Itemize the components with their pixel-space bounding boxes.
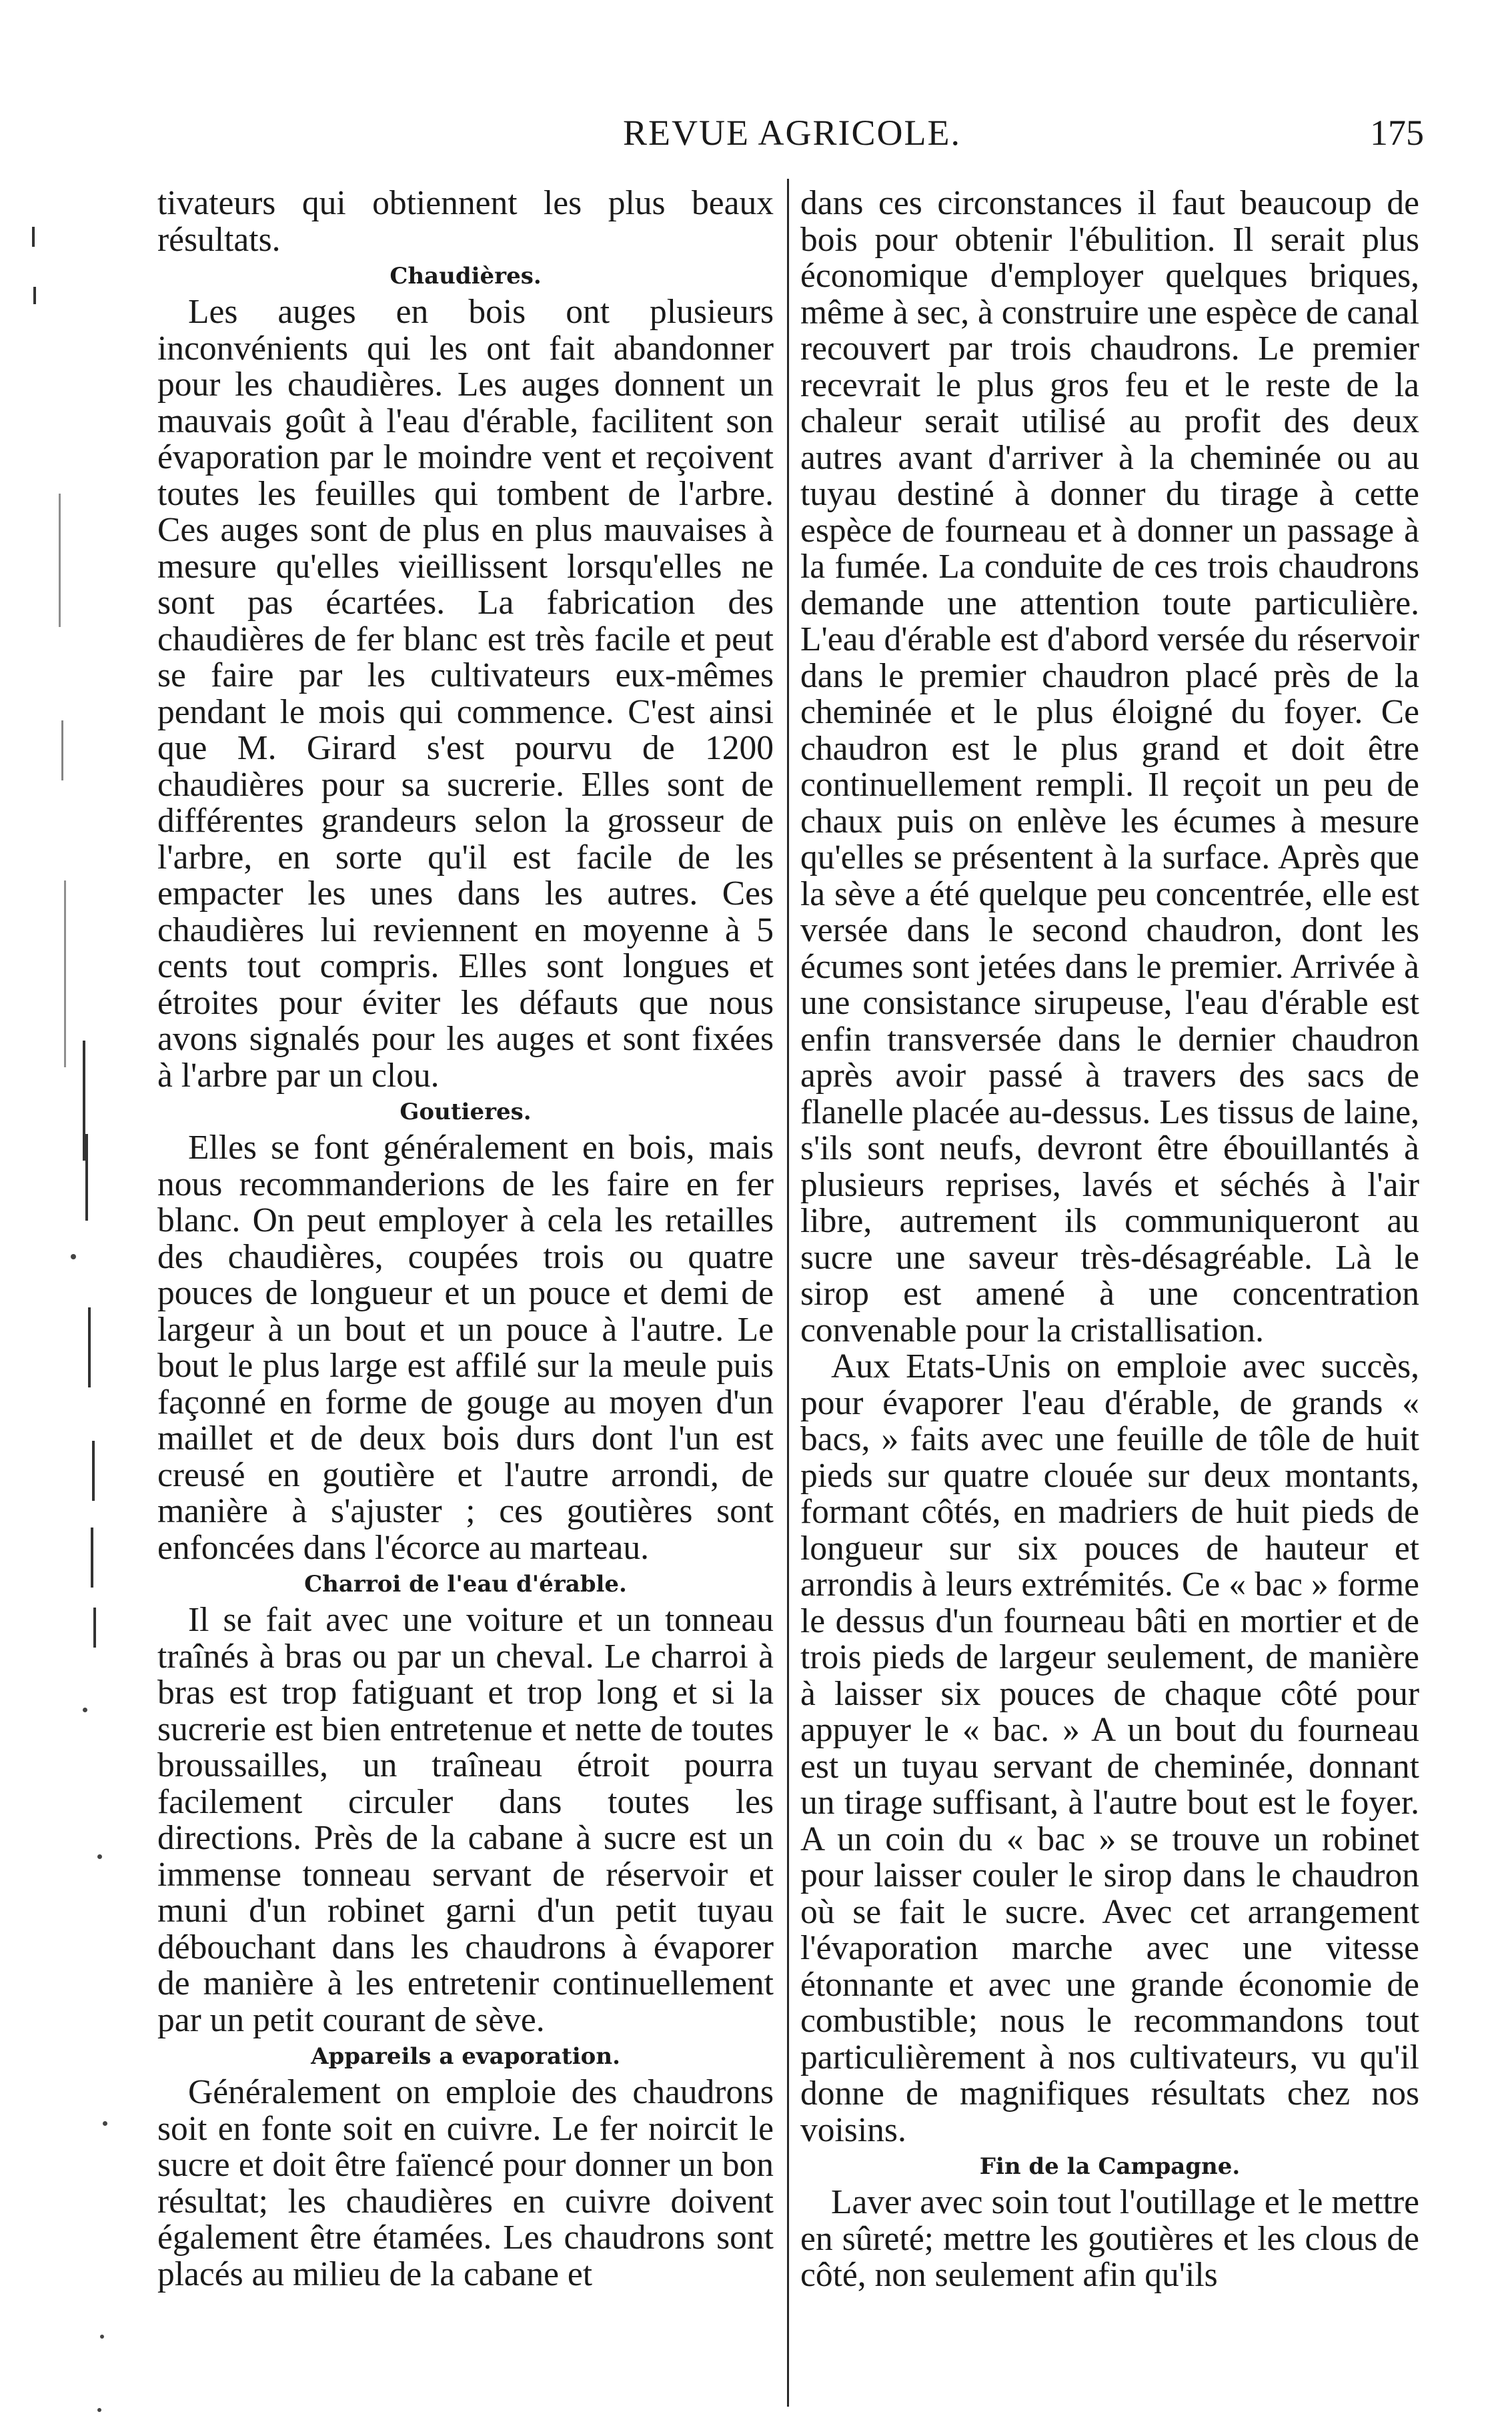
column-divider bbox=[787, 179, 789, 2407]
paragraph: dans ces circonstances il faut beaucoup de bois pour obtenir l'ébulition. Il serait plus économique d'employer quelques briques, même à sec, à construire une espèce de canal recouvert par trois chaudrons. Le premier recevrait le plus gros feu et le reste de la chaleur serait utilisé au profit des deux autres avant d'arriver à la cheminée ou au tuyau destiné à donner du tirage à cette espèce de fourneau et à donner un passage à la fumée. La conduite de ces trois chaudrons demande une attention toute particulière. L'eau d'érable est d'abord versée du réservoir dans le premier chaudron placé près de la cheminée et le plus éloigné du foyer. Ce chaudron est le plus grand et doit être continuellement rempli. Il reçoit un peu de chaux puis on enlève les écumes à mesure qu'elles se présentent à la surface. Après que la sève a été quelque peu concentrée, elle est versée dans le second chaudron, dont les écumes sont jetées dans le premier. Arrivée à une consistance sirupeuse, l'eau d'érable est enfin transversée dans le dernier chaudron après avoir passé à travers des sacs de flanelle placée au-dessus. Les tissus de laine, s'ils sont neufs, devront être ébouillantés à plusieurs reprises, lavés et séchés à l'air libre, autrement ils communiqueront au sucre une saveur très-désagréable. Là le sirop est amené à une concentration convenable pour la cristallisation. bbox=[800, 184, 1419, 1349]
paragraph: Généralement on emploie des chaudrons soit en fonte soit en cuivre. Le fer noircit le sucre et doit être faïencé pour donner un bon résultat; les chaudières en cuivre doivent également être étamées. Les chaudrons sont placés au milieu de la cabane et bbox=[157, 2073, 774, 2293]
section-heading-chaudieres: Chaudières. bbox=[390, 263, 542, 289]
paragraph: Il se fait avec une voiture et un tonneau traînés à bras ou par un cheval. Le charroi à bras est trop fatiguant et trop long et si la sucrerie est bien entretenue et nette de toutes broussailles, un traîneau étroit pourra facilement circuler dans toutes les directions. Près de la cabane à sucre est un immense tonneau servant de réservoir et muni d'un robinet garni d'un petit tuyau débouchant dans les chaudrons à évaporer de manière à les entretenir continuellement par un petit courant de sève. bbox=[157, 1601, 774, 2039]
section-heading-appareils: Appareils a evaporation. bbox=[311, 2043, 620, 2070]
running-title: REVUE AGRICOLE. bbox=[623, 113, 961, 153]
right-column bbox=[800, 185, 1419, 2294]
section-heading-fin-campagne: Fin de la Campagne. bbox=[979, 2153, 1241, 2180]
paragraph: Laver avec soin tout l'outillage et le mettre en sûreté; mettre les goutières et les clous de côté, non seulement afin qu'ils bbox=[800, 2183, 1419, 2294]
scan-margin-marks bbox=[19, 213, 99, 2415]
paragraph: Aux Etats-Unis on emploie avec succès, pour évaporer l'eau d'érable, de grands « bacs, » faits avec une feuille de tôle de huit pieds sur quatre clouée sur deux montants, formant côtés, en madriers de huit pieds de longueur sur six pouces de hauteur et arrondis à leurs extrémités. Ce « bac » forme le dessus d'un fourneau bâti en mortier et de trois pieds de largeur seulement, de manière à laisser six pouces de chaque côté pour appuyer le « bac. » A un bout du fourneau est un tuyau servant de cheminée, donnant un tirage suffisant, à l'autre bout est le foyer. A un coin du « bac » se trouve un robinet pour laisser couler le sirop dans le chaudron où se fait le sucre. Avec cet arrangement l'évaporation marche avec une vitesse étonnante et avec une grande économie de combustible; nous le recommandons tout particulièrement à nos cultivateurs, vu qu'il donne de magnifiques résultats chez nos voisins. bbox=[800, 1347, 1419, 2149]
paragraph: Elles se font généralement en bois, mais nous recommanderions de les faire en fer blanc. On peut employer à cela les retailles des chaudières, coupées trois ou quatre pouces de longueur et un pouce et demi de largeur à un bout et un pouce à l'autre. Le bout le plus large est affilé sur la meule puis façonné en forme de gouge au moyen d'un maillet et de deux bois durs dont l'un est creusé en goutière et l'autre arrondi, de manière à s'ajuster ; ces goutières sont enfoncées dans l'écorce au marteau. bbox=[157, 1129, 774, 1567]
paragraph: Les auges en bois ont plusieurs inconvénients qui les ont fait abandonner pour les chaudières. Les auges donnent un mauvais goût à l'eau d'érable, facilitent son évaporation par le moindre vent et reçoivent toutes les feuilles qui tombent de l'arbre. Ces auges sont de plus en plus mauvaises à mesure qu'elles vieillissent lorsqu'elles ne sont pas écartées. La fabrication des chaudières de fer blanc est très facile et peut se faire par les cultivateurs eux-mêmes pendant le mois qui commence. C'est ainsi que M. Girard s'est pourvu de 1200 chaudières pour sa sucrerie. Elles sont de différentes grandeurs selon la grosseur de l'arbre, en sorte qu'il est facile de les empacter les unes dans les autres. Ces chaudières lui reviennent en moyenne à 5 cents tout compris. Elles sont longues et étroites pour éviter les défauts que nous avons signalés pour les auges et sont fixées à l'arbre par un clou. bbox=[157, 293, 774, 1095]
page-number: 175 bbox=[1370, 113, 1424, 153]
section-heading-goutieres: Goutieres. bbox=[400, 1099, 532, 1125]
section-heading-charroi: Charroi de l'eau d'érable. bbox=[304, 1571, 627, 1598]
left-column bbox=[157, 185, 774, 2293]
running-head bbox=[160, 112, 1424, 172]
paragraph: tivateurs qui obtiennent les plus beaux résultats. bbox=[157, 184, 774, 259]
